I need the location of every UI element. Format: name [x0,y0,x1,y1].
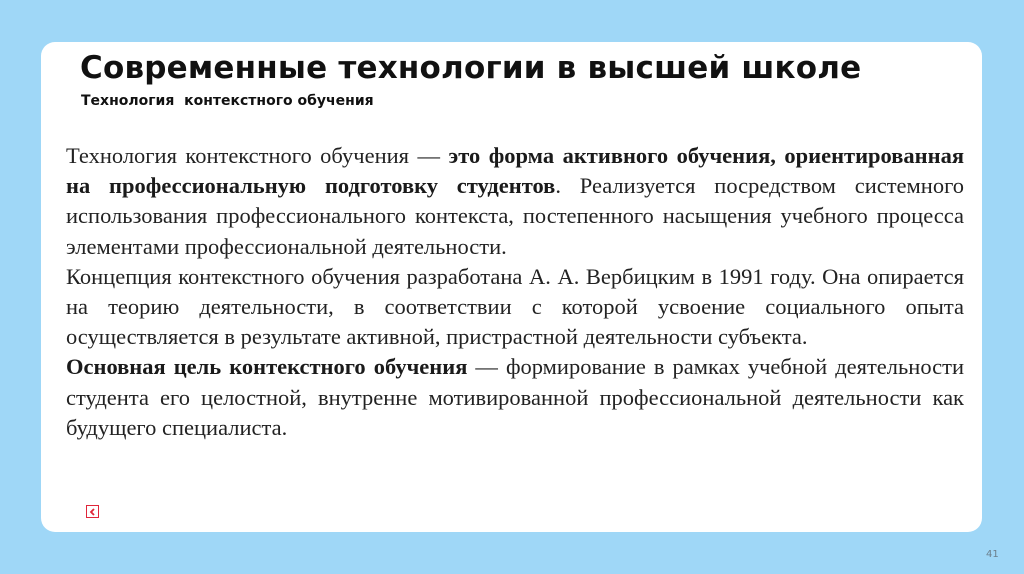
goal-rest: — формирование в рамках учебной деятельности студента его целостной, внутренне мотивированной профессиональной деятельности как будущего специалиста. [66,354,964,440]
slide-body [66,141,964,443]
paragraph-goal [66,352,964,443]
slide-title: Современные технологии в высшей школе [80,50,862,86]
definition-rest: . Реализуется посредством системного использования профессионального контекста, постепенного насыщения учебного процесса элементами профессиональной деятельности. [66,173,964,259]
chevron-left-icon [89,508,96,516]
goal-bold: Основная цель контекстного обучения [66,354,468,380]
nav-back-button[interactable] [86,505,99,518]
definition-intro: Технология контекстного обучения — [66,143,449,168]
concept-text: Концепция контекстного обучения разработана А. А. Вербицким в 1991 году. Она опирается на теорию деятельности, в соответствии с которой усвоение социального опыта осуществляется в результате активной, пристрастной деятельности субъекта. [66,263,964,350]
page-number: 41 [986,549,999,560]
paragraph-concept [66,262,964,353]
paragraph-definition [66,141,964,262]
slide-subtitle: Технология контекстного обучения [81,93,374,109]
definition-bold: это форма активного обучения, ориентированная на профессиональную подготовку студентов [66,143,964,199]
